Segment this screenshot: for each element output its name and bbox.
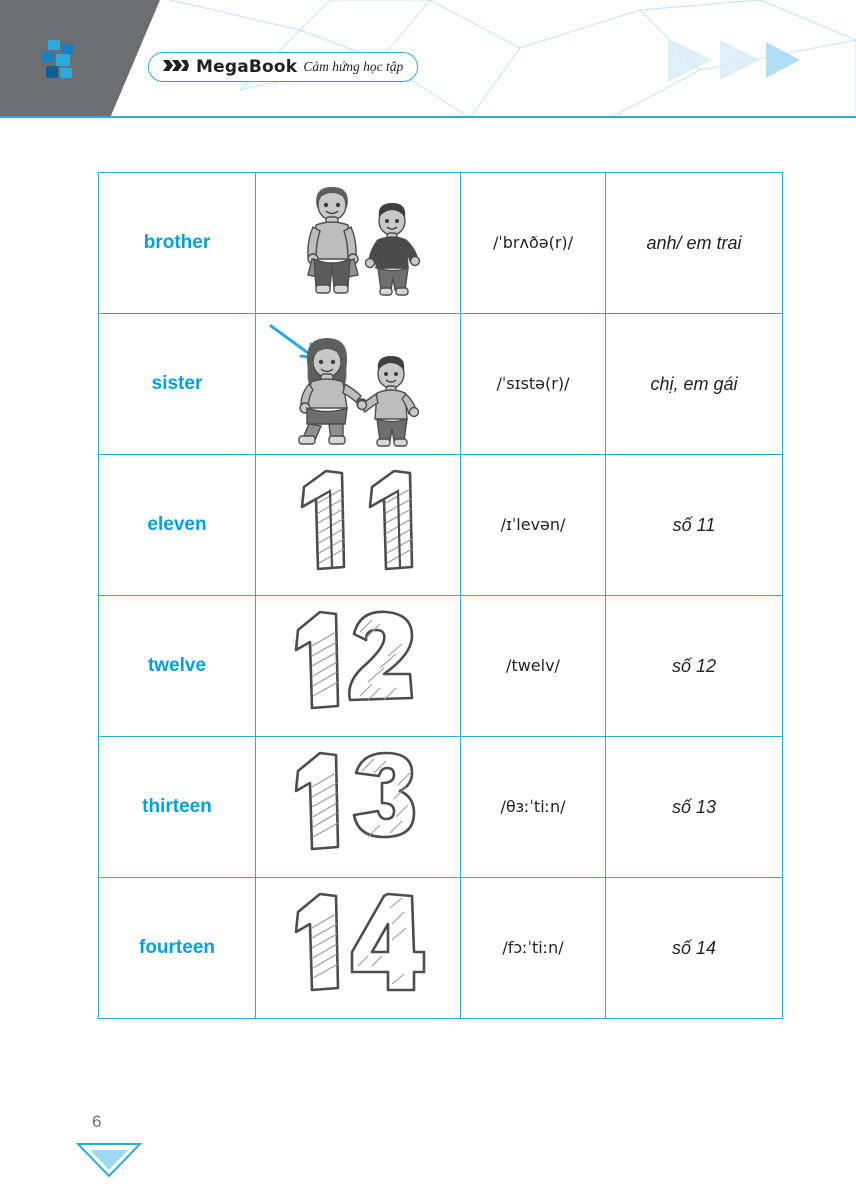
brand-pill [148,52,418,82]
table-row [99,173,783,314]
meaning-cell [606,173,783,314]
table-row [99,737,783,878]
picture-cell [256,878,461,1019]
ipa-text: /twelv/ [506,656,560,675]
table-row [99,596,783,737]
table-row [99,314,783,455]
pronunciation-cell [461,878,606,1019]
two-boys-illustration [256,173,460,313]
meaning-cell [606,878,783,1019]
vocabulary-table-wrapper [98,172,778,1019]
pronunciation-cell [461,596,606,737]
word-cell [99,596,256,737]
word-text: thirteen [142,796,212,817]
meaning-cell [606,314,783,455]
word-cell [99,314,256,455]
word-cell [99,878,256,1019]
pronunciation-cell [461,314,606,455]
vocabulary-table [98,172,783,1019]
meaning-text: anh/ em trai [646,232,742,253]
brand-tagline: Cảm hứng học tập [303,59,404,74]
ipa-text: /ˈbrʌðə(r)/ [492,233,574,252]
ipa-text: /fɔːˈtiːn/ [502,938,564,957]
page-header [0,0,856,118]
word-text: brother [143,232,211,253]
meaning-cell [606,737,783,878]
meaning-text: số 14 [671,937,717,958]
picture-cell [256,314,461,455]
picture-cell [256,737,461,878]
meaning-cell [606,596,783,737]
meaning-text: số 11 [672,514,716,535]
word-cell [99,737,256,878]
picture-cell [256,455,461,596]
number-12-illustration [256,596,460,736]
footer-triangle-icon [76,1142,142,1180]
meaning-cell [606,455,783,596]
header-divider [0,116,856,118]
picture-cell [256,173,461,314]
ipa-text: /ˈsɪstə(r)/ [496,374,570,393]
picture-cell [256,596,461,737]
word-text: fourteen [139,937,215,958]
girl-and-boy-illustration-with-arrow [256,314,460,454]
pronunciation-cell [461,455,606,596]
table-row [99,878,783,1019]
pronunciation-cell [461,737,606,878]
number-11-illustration [256,455,460,595]
word-text: sister [151,373,203,394]
megabook-logo-icon [38,38,80,84]
table-row [99,455,783,596]
page-number: 6 [92,1112,102,1131]
pronunciation-cell [461,173,606,314]
ipa-text: /ɪˈlevən/ [500,515,566,534]
number-14-illustration [256,878,460,1018]
brand-name: MegaBook [196,57,298,77]
word-text: twelve [147,655,207,676]
word-cell [99,455,256,596]
word-cell [99,173,256,314]
number-13-illustration [256,737,460,877]
ipa-text: /θɜːˈtiːn/ [500,797,566,816]
meaning-text: số 12 [671,655,717,676]
meaning-text: số 13 [671,796,717,817]
three-bars-icon [163,59,189,76]
meaning-text: chị, em gái [650,373,738,394]
word-text: eleven [147,514,207,535]
